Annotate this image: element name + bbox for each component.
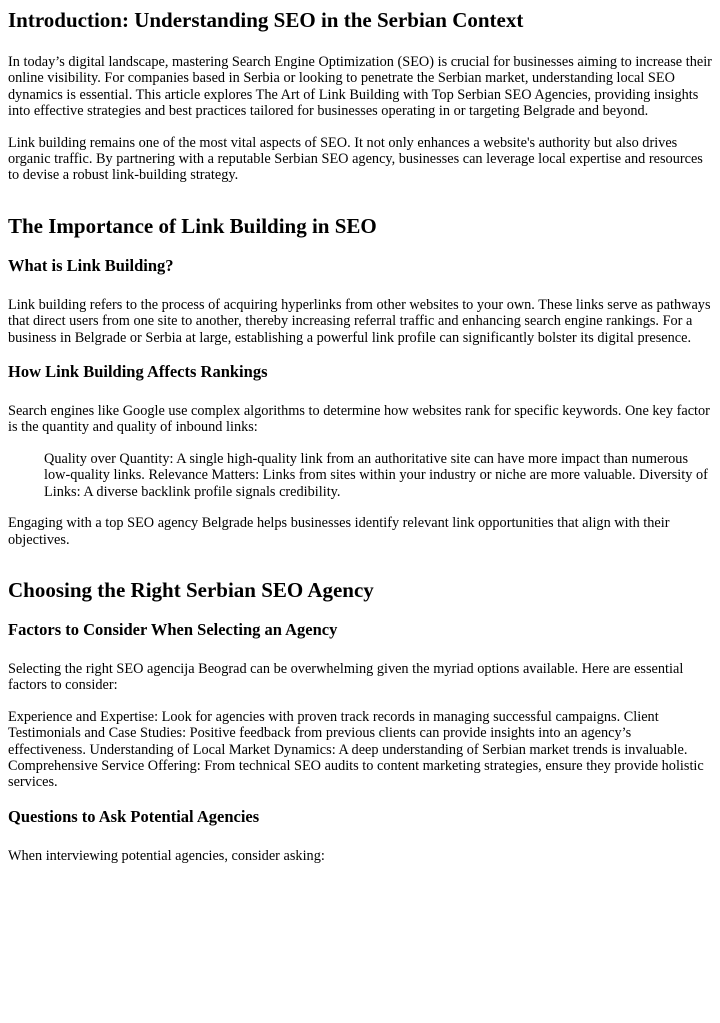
- importance-heading: The Importance of Link Building in SEO: [8, 213, 377, 238]
- intro-heading: Introduction: Understanding SEO in the Serbian Context: [8, 8, 524, 32]
- factors-heading: Factors to Consider When Selecting an Agency: [8, 619, 338, 639]
- article: [0, 6, 720, 864]
- how-link-building-paragraph: Search engines like Google use complex algorithms to determine how websites rank for specific keywords. One key factor is the quantity and quality of inbound links:: [8, 403, 710, 436]
- questions-paragraph: When interviewing potential agencies, consider asking:: [8, 847, 325, 864]
- questions-heading: Questions to Ask Potential Agencies: [8, 806, 260, 826]
- choosing-agency-heading: Choosing the Right Serbian SEO Agency: [8, 577, 374, 602]
- factors-paragraph-2: Experience and Expertise: Look for agencies with proven track records in managing successful campaigns. Client Testimonials and Case Studies: Positive feedback from previous clients can provide insights into an agency’s effectiveness. Understanding of Local Market Dynamics: A deep understanding of Serbian market trends is invaluable. Comprehensive Service Offering: From technical SEO audits to content marketing strategies, ensure they provide holistic services.: [8, 708, 704, 791]
- what-is-link-building-paragraph: Link building refers to the process of acquiring hyperlinks from other websites to your own. These links serve as pathways that direct users from one site to another, thereby increasing referral traffic and enhancing search engine rankings. For a business in Belgrade or Serbia at large, establishing a powerful link profile can significantly bolster its digital presence.: [8, 296, 711, 346]
- intro-paragraph-1: In today’s digital landscape, mastering Search Engine Optimization (SEO) is crucial for businesses aiming to increase their online visibility. For companies based in Serbia or looking to penetrate the Serbian market, understanding local SEO dynamics is essential. This article explores The Art of Link Building with Top Serbian SEO Agencies, providing insights into effective strategies and best practices tailored for businesses operating in or targeting Belgrade and beyond.: [8, 54, 712, 120]
- what-is-link-building-heading: What is Link Building?: [8, 255, 174, 275]
- agency-engagement-paragraph: Engaging with a top SEO agency Belgrade helps businesses identify relevant link opportunities that align with their objectives.: [8, 515, 670, 548]
- factors-paragraph-1: Selecting the right SEO agencija Beograd can be overwhelming given the myriad options available. Here are essential factors to consider:: [8, 660, 684, 694]
- link-factors-quote: Quality over Quantity: A single high-quality link from an authoritative site can have more impact than numerous low-quality links. Relevance Matters: Links from sites within your industry or niche are more valuable. Diversity of Links: A diverse backlink profile signals credibility.: [44, 450, 708, 500]
- intro-paragraph-2: Link building remains one of the most vital aspects of SEO. It not only enhances a website's authority but also drives organic traffic. By partnering with a reputable Serbian SEO agency, businesses can leverage local expertise and resources to devise a robust link-building strategy.: [8, 134, 703, 184]
- how-link-building-heading: How Link Building Affects Rankings: [8, 362, 268, 382]
